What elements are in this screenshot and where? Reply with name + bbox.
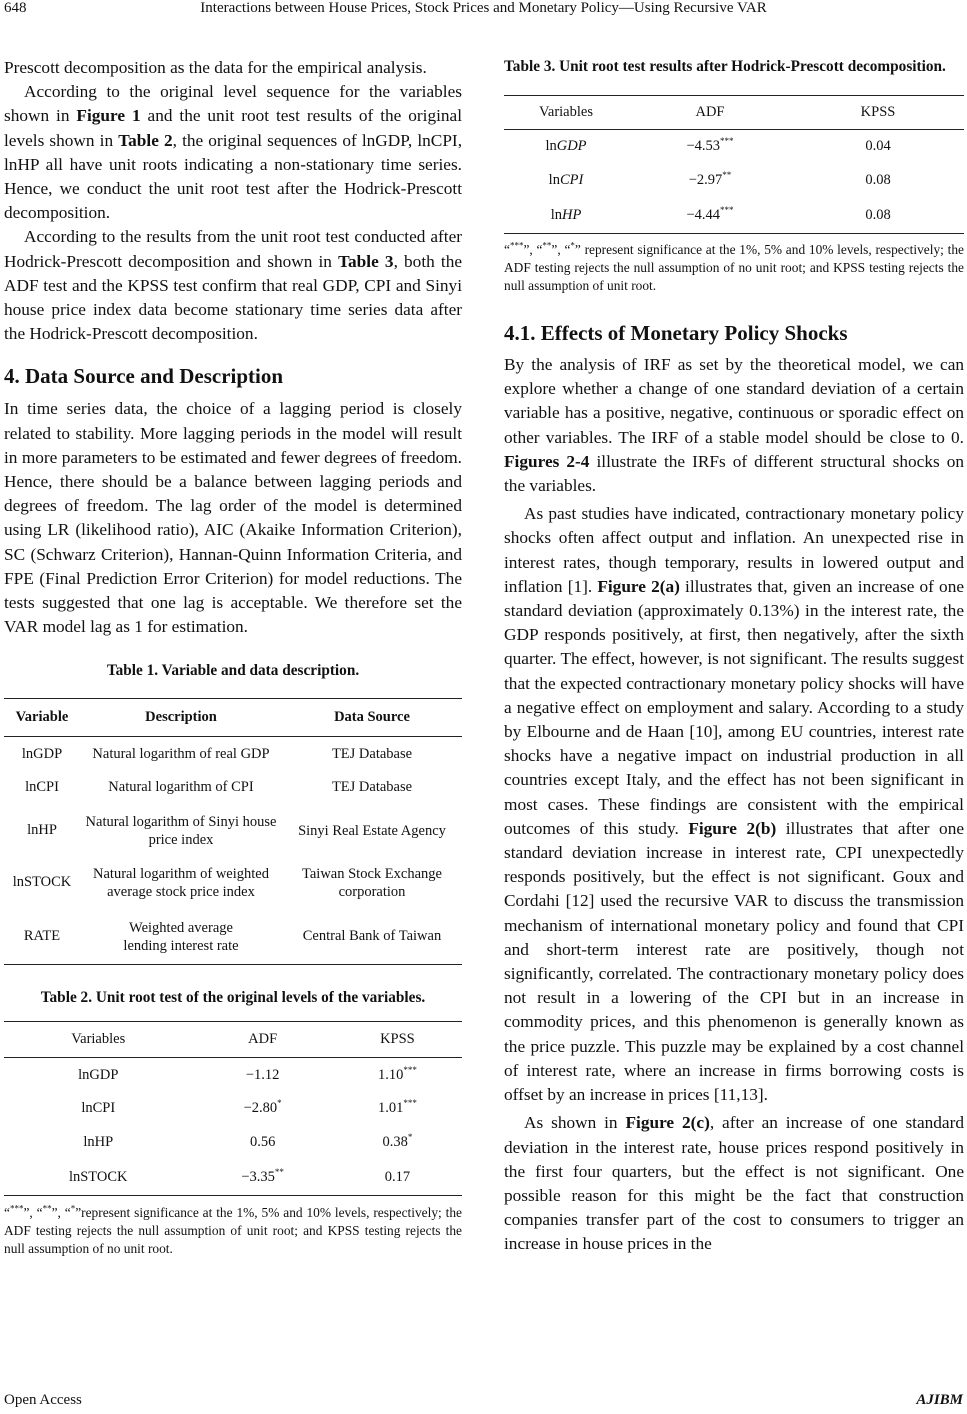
table-cell: lnCPI <box>25 779 59 796</box>
table-row <box>4 737 462 771</box>
table-cell: lnSTOCK <box>68 1169 128 1186</box>
table-3-ref: Table 3 <box>338 251 394 271</box>
table-3-header-adf: ADF <box>695 104 725 120</box>
table-cell: −1.12 <box>245 1066 280 1083</box>
journal-name: AJIBM <box>916 1392 963 1408</box>
table-cell: lnHP <box>83 1134 114 1151</box>
paragraph-contractionary-policy: As past studies have indicated, contractionary monetary policy shocks often affect output and inflation. An unexpected rise in interest rates, though temporary, results in lowered output and inflation [1]. Figure 2(a) illustrates that, given an increase of one standard deviation (approximately 0.13%) in the interest rate, the GDP responds positively, at first, then negatively, after the sixth quarter. The effect, however, is not significant. The results suggest that the expected contractionary monetary policy shocks will have a negative effect on employment and salary. According to a study by Elbourne and de Haan [10], among EU countries, interest rate shocks have a negative impact on industrial production in all countries except Italy, and the effect has not been significant in most cases. These findings are consistent with the empirical outcomes of this study. Figure 2(b) illustrates that after one standard deviation increase in interest rate, CPI unexpectedly responds positively, but the effect is not significant. Goux and Cordahi [12] used the recursive VAR to discuss the transmission mechanism of international monetary policy and found that CPI and short-term interest rate are positively, though not significantly, correlated. The contractionary monetary policy does not result in a lowering of the CPI but in an increase in commodity prices, and this phenomenon is generally known as the price puzzle. This puzzle may be explained by a cost channel of interest rate, where an increase in firms borrowing costs is offset by an increase in prices [11,13]. <box>504 504 965 1105</box>
table-1-header-description: Description <box>145 709 217 726</box>
table-cell: RATE <box>23 928 61 945</box>
table-3-header-variables: Variables <box>539 104 593 120</box>
table-row <box>4 805 462 857</box>
table-1 <box>4 698 462 965</box>
table-row <box>504 164 964 198</box>
table-cell: Natural logarithm of Sinyi house price index <box>85 813 277 848</box>
table-cell: Natural logarithm of CPI <box>108 779 254 796</box>
table-3-header-kpss: KPSS <box>860 104 896 120</box>
page-footer <box>0 1392 967 1412</box>
table-3 <box>504 95 964 234</box>
table-cell: lnCPI <box>81 1100 116 1117</box>
paragraph-house-prices: As shown in Figure 2(c), after an increase of one standard deviation in the interest rate, house prices respond positively in the first four quarters, but the effect is not significant. One possible reason for this might be the fact that construction companies transfer part of the cost to consumers to trigger an increase in house prices in the <box>504 1113 964 1254</box>
open-access-label: Open Access <box>4 1392 82 1408</box>
right-column <box>504 56 964 1257</box>
table-1-caption: Table 1. Variable and data description. <box>106 662 360 680</box>
table-1-header-source: Data Source <box>334 709 410 726</box>
table-cell: 0.08 <box>865 172 891 188</box>
table-cell: TEJ Database <box>331 745 413 762</box>
table-2-caption: Table 2. Unit root test of the original levels of the variables. <box>40 989 426 1007</box>
table-row <box>4 1092 462 1126</box>
table-cell: 0.04 <box>865 138 891 155</box>
table-cell: TEJ Database <box>331 779 413 796</box>
table-cell: −4.53*** <box>686 136 734 155</box>
table-row <box>4 771 462 805</box>
table-row <box>504 130 964 164</box>
table-cell: Sinyi Real Estate Agency <box>298 822 446 839</box>
paragraph-unit-root-original: According to the original level sequence for the variables shown in Figure 1 and the unit root test results of the original levels shown in Table 2, the original sequences of lnGDP, lnCPI, lnHP all have unit roots indicating a non-stationary time series. Hence, we conduct the unit root test after the Hodrick-Prescott decomposition. <box>4 82 463 223</box>
table-cell: Natural logarithm of real GDP <box>92 745 270 762</box>
table-cell: Taiwan Stock Exchange corporation <box>302 865 442 900</box>
paragraph-irf-intro: By the analysis of IRF as set by the theoretical model, we can explore whether a change of one standard deviation of a certain variable has a positive, negative, continuous or sporadic effect on other variables. The IRF of a stable model should be close to 0. Figures 2-4 illustrate the IRFs of different structural shocks on the variables. <box>504 355 965 496</box>
page-number: 648 <box>4 0 27 16</box>
table-2-note: “***”, “**”, “*”represent significance at the 1%, 5% and 10% levels, respectively; the ADF testing rejects the null assumption of unit root; and KPSS testing rejects the null assumption of no unit root. <box>4 1204 462 1257</box>
table-cell: 1.01*** <box>377 1098 417 1117</box>
left-column <box>4 56 462 1258</box>
table-row <box>4 857 462 909</box>
section-4-1-heading: 4.1. Effects of Monetary Policy Shocks <box>504 321 848 345</box>
running-title: Interactions between House Prices, Stock Prices and Monetary Policy—Using Recursive VAR <box>200 0 767 16</box>
table-cell: 0.38* <box>382 1132 413 1151</box>
paragraph-unit-root-hp: According to the results from the unit root test conducted after Hodrick-Prescott decomposition and shown in Table 3, both the ADF test and the KPSS test confirm that real GDP, CPI and Sinyi house price index data become stationary time series data after the Hodrick-Prescott decomposition. <box>4 227 463 344</box>
figure-2a-ref: Figure 2(a) <box>597 576 680 596</box>
running-header <box>0 0 967 22</box>
table-cell: Central Bank of Taiwan <box>302 928 442 945</box>
table-cell: 0.17 <box>384 1169 411 1186</box>
table-2-header-variables: Variables <box>71 1031 126 1048</box>
table-row <box>4 1126 462 1160</box>
table-2-header-adf: ADF <box>248 1031 278 1048</box>
table-cell: −2.80* <box>243 1098 282 1117</box>
table-2-ref: Table 2 <box>118 130 173 150</box>
table-cell: lnCPI <box>548 172 584 188</box>
paragraph-lag-selection: In time series data, the choice of a lagging period is closely related to stability. More lagging periods in the model will result in more parameters to be estimated and fewer degrees of freedom. Hence, there should be a balance between lagging periods and degrees of freedom. The lag order of the model is determined using LR (likelihood ratio), AIC (Akaike Information Criterion), SC (Schwarz Criterion), Hannan-Quinn Information Criteria, and FPE (Final Prediction Error Criterion) for model reductions. The tests suggested that one lag is acceptable. We therefore set the VAR model lag as 1 for estimation. <box>4 399 462 637</box>
table-cell: 1.10*** <box>377 1064 417 1083</box>
table-row <box>4 1160 462 1196</box>
table-cell: Natural logarithm of weighted average stock price index <box>93 865 269 900</box>
table-cell: −2.97** <box>688 170 732 188</box>
table-2-header-kpss: KPSS <box>380 1031 415 1048</box>
paragraph-continuation: Prescott decomposition as the data for the empirical analysis. <box>4 58 427 77</box>
table-cell: lnHP <box>550 206 582 223</box>
table-1-header-variable: Variable <box>15 709 69 726</box>
table-3-caption: Table 3. Unit root test results after Hodrick-Prescott decomposition. <box>504 58 946 75</box>
table-3-header-row <box>504 96 964 130</box>
table-row <box>4 909 462 965</box>
table-2-header-row <box>4 1022 462 1058</box>
table-3-note: “***”, “**”, “*” represent significance at the 1%, 5% and 10% levels, respectively; the ADF testing rejects the null assumption of no unit root; and KPSS testing rejects the null assumption of unit root. <box>504 240 964 293</box>
table-cell: 0.08 <box>865 206 891 223</box>
figure-2c-ref: Figure 2(c) <box>625 1113 710 1133</box>
table-cell: lnGDP <box>78 1066 119 1083</box>
table-cell: −4.44*** <box>686 204 734 223</box>
table-cell: 0.56 <box>249 1134 276 1151</box>
figure-2b-ref: Figure 2(b) <box>688 818 777 838</box>
figure-1-ref: Figure 1 <box>76 106 141 126</box>
table-1-header-row <box>4 699 462 737</box>
table-cell: lnGDP <box>21 745 63 762</box>
table-2 <box>4 1021 462 1196</box>
table-cell: lnHP <box>27 822 57 839</box>
table-cell: lnGDP <box>545 138 587 155</box>
table-row <box>504 198 964 234</box>
table-row <box>4 1058 462 1092</box>
table-cell: Weighted average lending interest rate <box>123 919 239 954</box>
section-4-heading: 4. Data Source and Description <box>4 364 284 389</box>
figures-2-4-ref: Figures 2-4 <box>504 451 590 471</box>
table-cell: −3.35** <box>241 1167 284 1186</box>
table-cell: lnSTOCK <box>12 874 72 891</box>
